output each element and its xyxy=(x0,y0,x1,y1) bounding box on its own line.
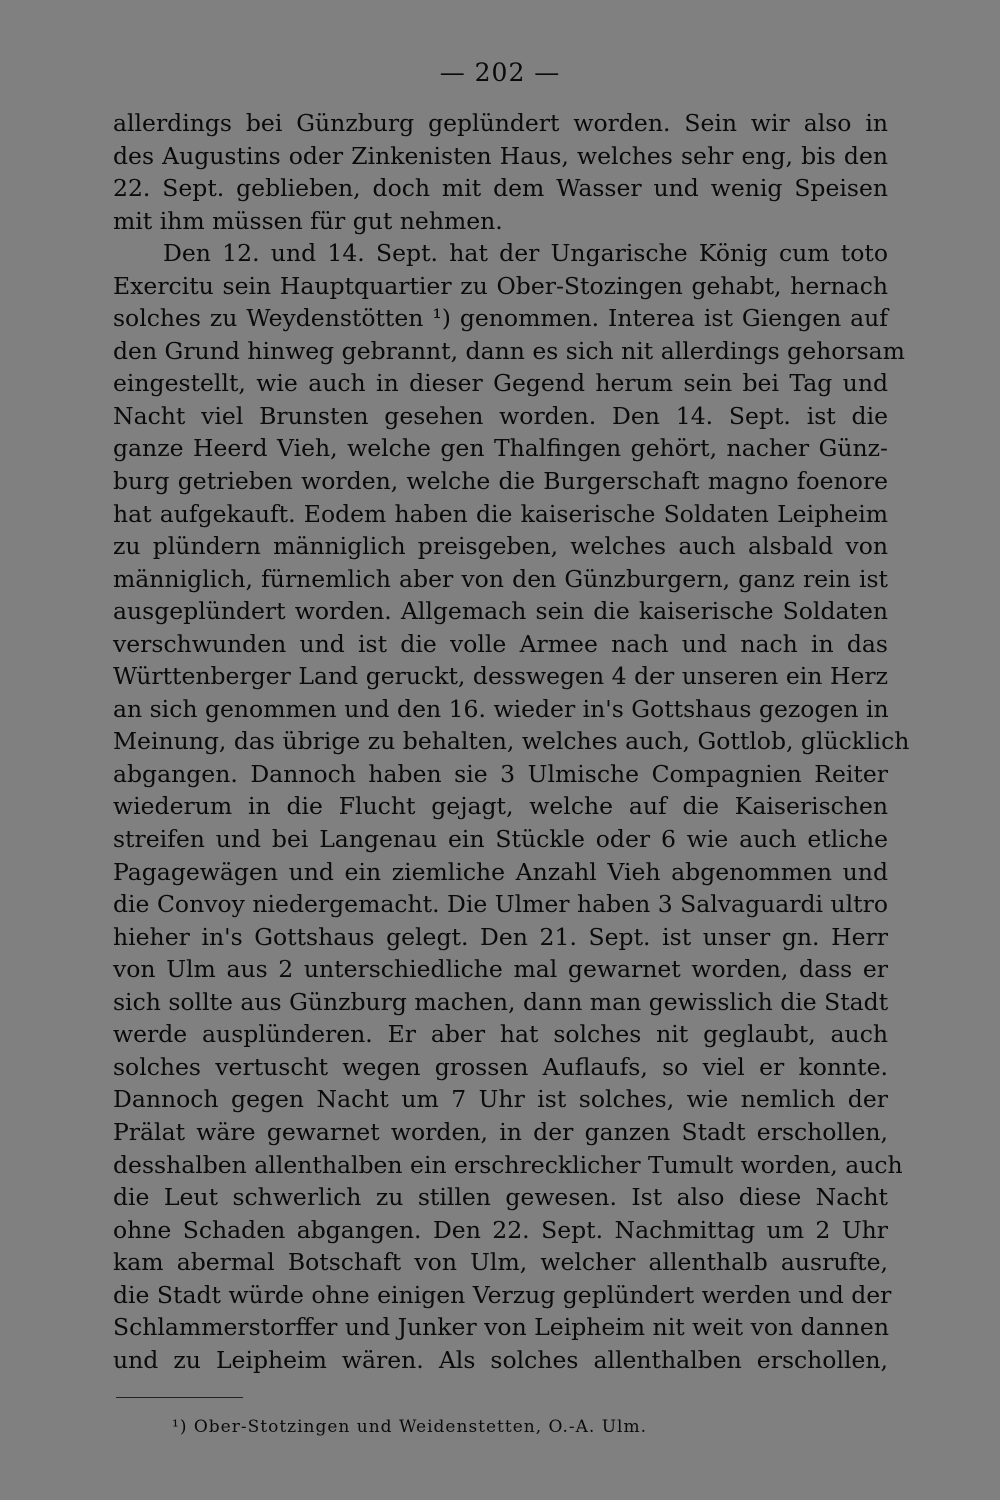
text-line: ausgeplündert worden. Allgemach sein die kaiserische Soldaten xyxy=(113,597,888,626)
text-line: desshalben allenthalben ein erschrecklicher Tumult worden, auch xyxy=(113,1150,903,1179)
text-line: eingestellt, wie auch in dieser Gegend herum sein bei Tag und xyxy=(113,369,888,398)
text-line: sich sollte aus Günzburg machen, dann man gewisslich die Stadt xyxy=(113,987,889,1016)
text-line: kam abermal Botschaft von Ulm, welcher allenthalb ausrufte, xyxy=(113,1248,888,1277)
text-line: allerdings bei Günzburg geplündert worden. Sein wir also in xyxy=(113,109,888,137)
text-line: Den 12. und 14. Sept. hat der Ungarische König cum toto xyxy=(163,239,888,268)
text-line: hieher in's Gottshaus gelegt. Den 21. Sept. ist unser gn. Herr xyxy=(113,922,888,951)
text-line: Pagagewägen und ein ziemliche Anzahl Vieh abgenommen und xyxy=(113,857,888,886)
text-line: Exercitu sein Hauptquartier zu Ober-Stozingen gehabt, hernach xyxy=(113,271,888,300)
text-line: Prälat wäre gewarnet worden, in der ganzen Stadt erschollen, xyxy=(113,1117,888,1146)
text-line: die Stadt würde ohne einigen Verzug geplündert werden und der xyxy=(113,1280,892,1309)
text-line: die Leut schwerlich zu stillen gewesen. Ist also diese Nacht xyxy=(113,1183,888,1212)
text-line: an sich genommen und den 16. wieder in's Gottshaus gezogen in xyxy=(113,694,889,723)
text-line: abgangen. Dannoch haben sie 3 Ulmische Compagnien Reiter xyxy=(113,759,888,788)
text-line: Dannoch gegen Nacht um 7 Uhr ist solches, wie nemlich der xyxy=(113,1085,888,1114)
text-line: Nacht viel Brunsten gesehen worden. Den 14. Sept. ist die xyxy=(113,401,888,430)
text-line: mit ihm müssen für gut nehmen. xyxy=(113,206,503,235)
text-line: werde ausplünderen. Er aber hat solches nit geglaubt, auch xyxy=(113,1020,888,1049)
text-line: und zu Leipheim wären. Als solches allenthalben erschollen, xyxy=(113,1345,888,1374)
page-number: — 202 — xyxy=(439,58,561,87)
text-line: hat aufgekauft. Eodem haben die kaiserische Soldaten Leipheim xyxy=(113,499,888,528)
text-line: des Augustins oder Zinkenisten Haus, welches sehr eng, bis den xyxy=(113,141,888,170)
text-line: solches zu Weydenstötten ¹) genommen. Interea ist Giengen auf xyxy=(113,304,888,333)
text-line: von Ulm aus 2 unterschiedliche mal gewarnet worden, dass er xyxy=(113,955,888,984)
text-line: zu plündern männiglich preisgeben, welches auch alsbald von xyxy=(113,532,888,561)
text-line: Schlammerstorffer und Junker von Leipheim nit weit von dannen xyxy=(113,1313,889,1342)
footnote: ¹) Ober-Stotzingen und Weidenstetten, O.-A. Ulm. xyxy=(172,1417,648,1437)
text-line: burg getrieben worden, welche die Burgerschaft magno foenore xyxy=(113,467,888,496)
text-line: männiglich, fürnemlich aber von den Günzburgern, ganz rein ist xyxy=(113,564,888,593)
text-line: verschwunden und ist die volle Armee nach und nach in das xyxy=(113,629,888,658)
footnote-divider xyxy=(116,1397,243,1398)
text-line: Meinung, das übrige zu behalten, welches auch, Gottlob, glücklich xyxy=(113,727,910,756)
text-line: ganze Heerd Vieh, welche gen Thalfingen gehört, nacher Günz- xyxy=(113,434,888,463)
text-line: 22. Sept. geblieben, doch mit dem Wasser und wenig Speisen xyxy=(113,174,888,203)
text-line: die Convoy niedergemacht. Die Ulmer haben 3 Salvaguardi ultro xyxy=(113,890,888,919)
text-line: wiederum in die Flucht gejagt, welche auf die Kaiserischen xyxy=(113,792,888,821)
text-line: streifen und bei Langenau ein Stückle oder 6 wie auch etliche xyxy=(113,825,888,854)
text-line: ohne Schaden abgangen. Den 22. Sept. Nachmittag um 2 Uhr xyxy=(113,1215,888,1244)
text-line: solches vertuscht wegen grossen Auflaufs, so viel er konnte. xyxy=(113,1052,888,1081)
text-line: Württenberger Land geruckt, desswegen 4 der unseren ein Herz xyxy=(113,662,888,691)
text-line: den Grund hinweg gebrannt, dann es sich nit allerdings gehorsam xyxy=(113,336,905,365)
body-text xyxy=(113,107,910,1376)
